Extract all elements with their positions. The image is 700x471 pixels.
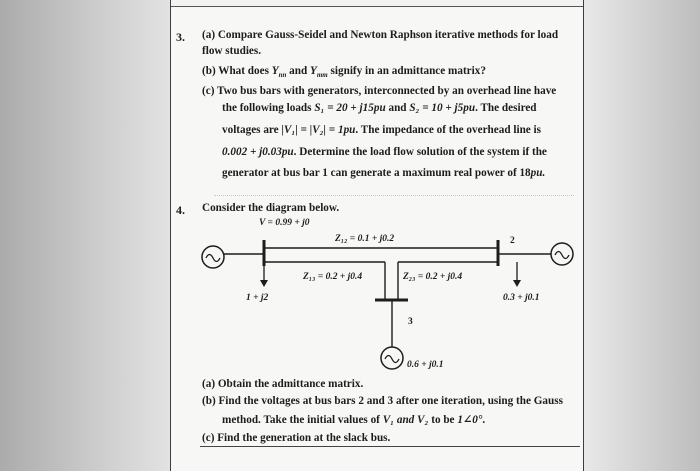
question-3-number: 3. <box>176 30 185 44</box>
load-1-arrow <box>260 266 268 287</box>
q3b-suffix: signify in an admittance matrix? <box>330 65 486 77</box>
q3c-text-line3: voltages are |V₁| = |V₂| = 1pu. The impedance of the overhead line is <box>222 124 542 136</box>
bus3-label: 3 <box>408 317 413 327</box>
z12-label: Z₁₂ = 0.1 + j0.2 <box>335 234 395 244</box>
q3b-symbol-ynn: $Y_{nn}$ <box>271 65 287 80</box>
q4b-text-line2: method. Take the initial values of V₁ and V₂ to be 1∠0°. <box>222 414 486 426</box>
q4-intro: Consider the diagram below. <box>202 202 340 214</box>
load2-label: 0.3 + j0.1 <box>503 293 540 303</box>
generator-3-icon <box>381 347 403 369</box>
q3b-prefix: (b) What does <box>202 65 269 77</box>
q3b-symbol-ymm: $Y_{mm}$ <box>310 65 328 80</box>
gen3-label: 0.6 + j0.1 <box>407 360 444 370</box>
z13-label: Z₁₃ = 0.2 + j0.4 <box>303 272 363 282</box>
q3c-text-line4: 0.002 + j0.03pu. Determine the load flow solution of the system if the <box>222 146 547 158</box>
q3a-text-line1: (a) Compare Gauss-Seidel and Newton Raphson iterative methods for load <box>202 29 559 41</box>
z23-label: Z₂₃ = 0.2 + j0.4 <box>403 272 463 282</box>
generator-2-icon <box>551 243 573 265</box>
generator-1-icon <box>202 246 224 268</box>
q4b-initial-value: 1∠0° <box>457 414 483 426</box>
q3c-text-line1: (c) Two bus bars with generators, interconnected by an overhead line have <box>202 85 557 97</box>
q4a-text: (a) Obtain the admittance matrix. <box>202 378 364 390</box>
bottom-rule <box>200 446 580 447</box>
bus1-voltage-label: V = 0.99 + j0 <box>259 218 310 228</box>
q3b-and: and <box>289 65 308 77</box>
q3c-impedance: 0.002 + j0.03pu <box>222 146 294 158</box>
question-4-number: 4. <box>176 203 185 217</box>
q4b-voltages: V₁ and V₂ <box>382 414 429 426</box>
q3a-text-line2: flow studies. <box>202 45 262 57</box>
q3c-load-s1: S₁ = 20 + j15pu <box>314 102 386 114</box>
q3c-text-line5: generator at bus bar 1 can generate a maximum real power of 18pu. <box>222 167 546 179</box>
load1-label: 1 + j2 <box>246 293 269 303</box>
q3c-text-line2: the following loads S₁ = 20 + j15pu and S₂ = 10 + j5pu. The desired <box>222 102 537 114</box>
load-2-arrow <box>513 262 521 287</box>
q3c-load-s2: S₂ = 10 + j5pu <box>409 102 476 114</box>
q4c-text: (c) Find the generation at the slack bus. <box>202 432 391 444</box>
q3c-voltages: |V₁| = |V₂| = 1pu <box>281 124 356 136</box>
bus2-label: 2 <box>510 236 515 246</box>
q4b-text-line1: (b) Find the voltages at bus bars 2 and 3 after one iteration, using the Gauss <box>202 395 563 407</box>
